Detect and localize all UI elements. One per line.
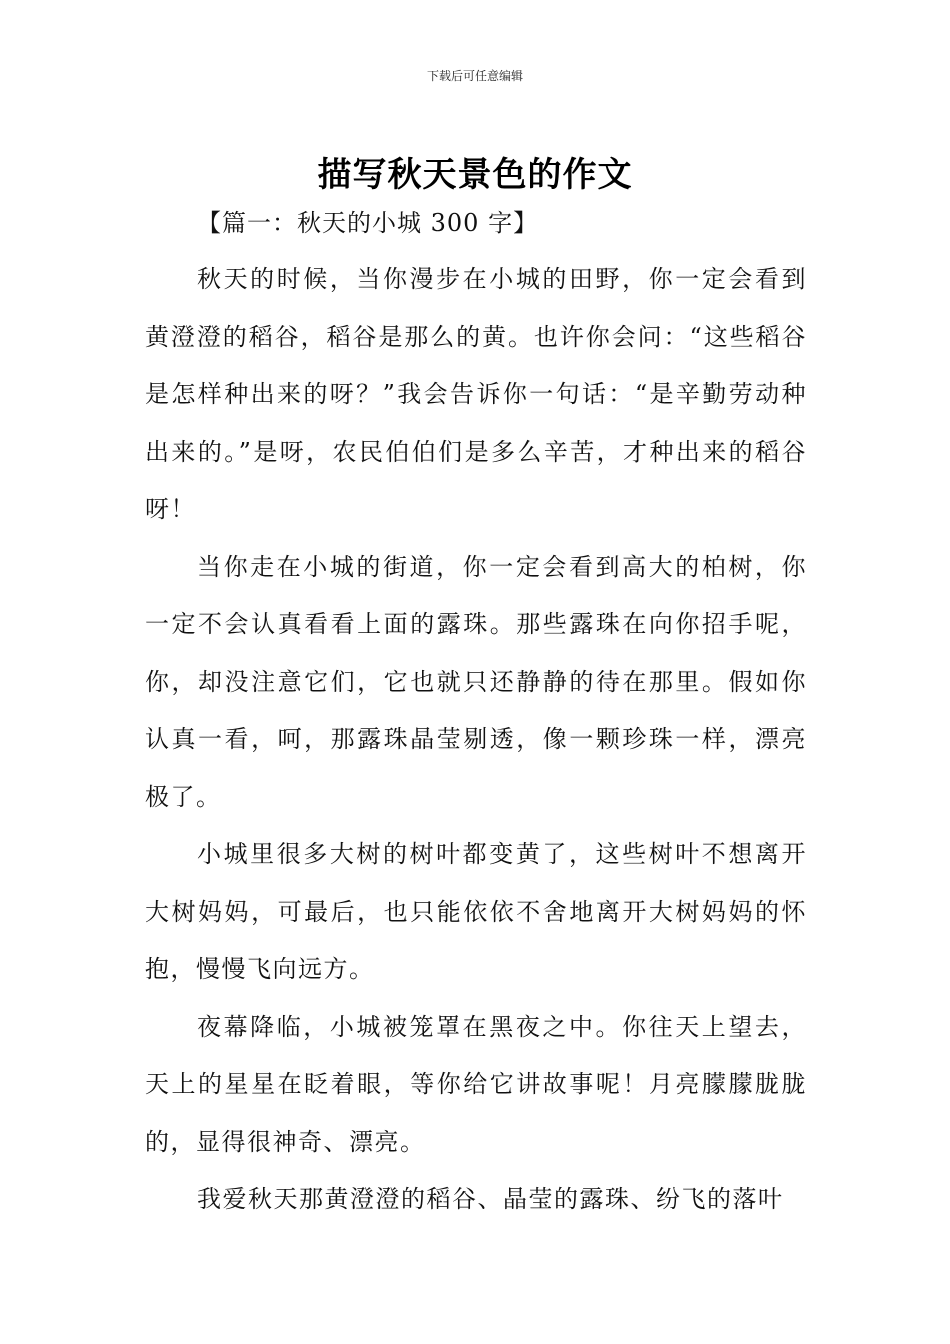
paragraph-4: 夜幕降临，小城被笼罩在黑夜之中。你往天上望去，天上的星星在眨着眼，等你给它讲故事呢！月亮朦朦胧胧的，显得很神奇、漂亮。 <box>145 1012 807 1156</box>
paragraph-5: 我爱秋天那黄澄澄的稻谷、晶莹的露珠、纷飞的落叶 <box>197 1185 784 1213</box>
paragraph-1: 秋天的时候，当你漫步在小城的田野，你一定会看到黄澄澄的稻谷，稻谷是那么的黄。也许你会问：“这些稻谷是怎样种出来的呀？”我会告诉你一句话：“是辛勤劳动种出来的。”是呀，农民伯伯们是多么辛苦，才种出来的稻谷呀！ <box>145 265 807 523</box>
paragraph-2: 当你走在小城的街道，你一定会看到高大的柏树，你一定不会认真看看上面的露珠。那些露珠在向你招手呢，你，却没注意它们，它也就只还静静的待在那里。假如你认真一看，呵，那露珠晶莹剔透，像一颗珍珠一样，漂亮极了。 <box>145 552 807 811</box>
paragraph-3: 小城里很多大树的树叶都变黄了，这些树叶不想离开大树妈妈，可最后，也只能依依不舍地离开大树妈妈的怀抱，慢慢飞向远方。 <box>145 840 807 983</box>
document-title: 描写秋天景色的作文 <box>317 154 633 195</box>
document-body <box>145 195 807 1229</box>
header-note: 下载后可任意编辑 <box>426 69 523 83</box>
section-heading: 【篇一：秋天的小城 300 字】 <box>197 209 539 237</box>
